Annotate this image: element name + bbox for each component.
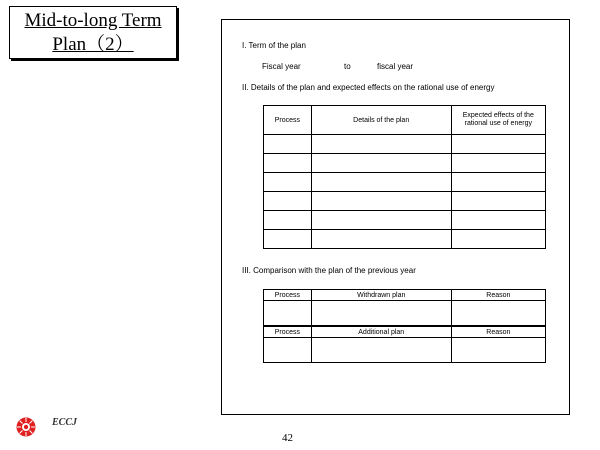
header-process: Process (264, 290, 312, 301)
slide-title (9, 6, 177, 59)
table-row (264, 192, 546, 211)
plan-form-document (221, 19, 570, 415)
withdrawn-plan-table (263, 289, 546, 326)
section2-heading: II. Details of the plan and expected effects on the rational use of energy (242, 83, 495, 92)
table-row (264, 135, 546, 154)
title-line-1: Mid-to-long Term (24, 10, 162, 31)
header-reason: Reason (451, 290, 545, 301)
plan-details-table (263, 105, 546, 249)
table-row (264, 173, 546, 192)
header-additional-plan: Additional plan (311, 327, 451, 338)
fiscal-year-label-2: fiscal year (377, 62, 414, 71)
header-expected-effects: Expected effects of the rational use of energy (451, 106, 545, 135)
header-details: Details of the plan (311, 106, 451, 135)
additional-plan-table (263, 326, 546, 363)
table-row (264, 154, 546, 173)
table-row (264, 211, 546, 230)
table-row (264, 230, 546, 249)
fiscal-year-label: Fiscal year (262, 62, 301, 71)
header-process: Process (264, 106, 312, 135)
table-row (264, 338, 546, 363)
header-withdrawn-plan: Withdrawn plan (311, 290, 451, 301)
header-reason: Reason (451, 327, 545, 338)
title-line-2: Plan（2） (52, 34, 134, 55)
section1-heading: I. Term of the plan (242, 41, 306, 50)
section3-heading: III. Comparison with the plan of the previous year (242, 266, 416, 275)
header-process: Process (264, 327, 312, 338)
org-name: ECCJ (52, 417, 78, 428)
to-label: to (344, 62, 351, 71)
eccj-logo-icon (16, 417, 36, 437)
table-row (264, 301, 546, 326)
page-number: 42 (282, 432, 293, 444)
